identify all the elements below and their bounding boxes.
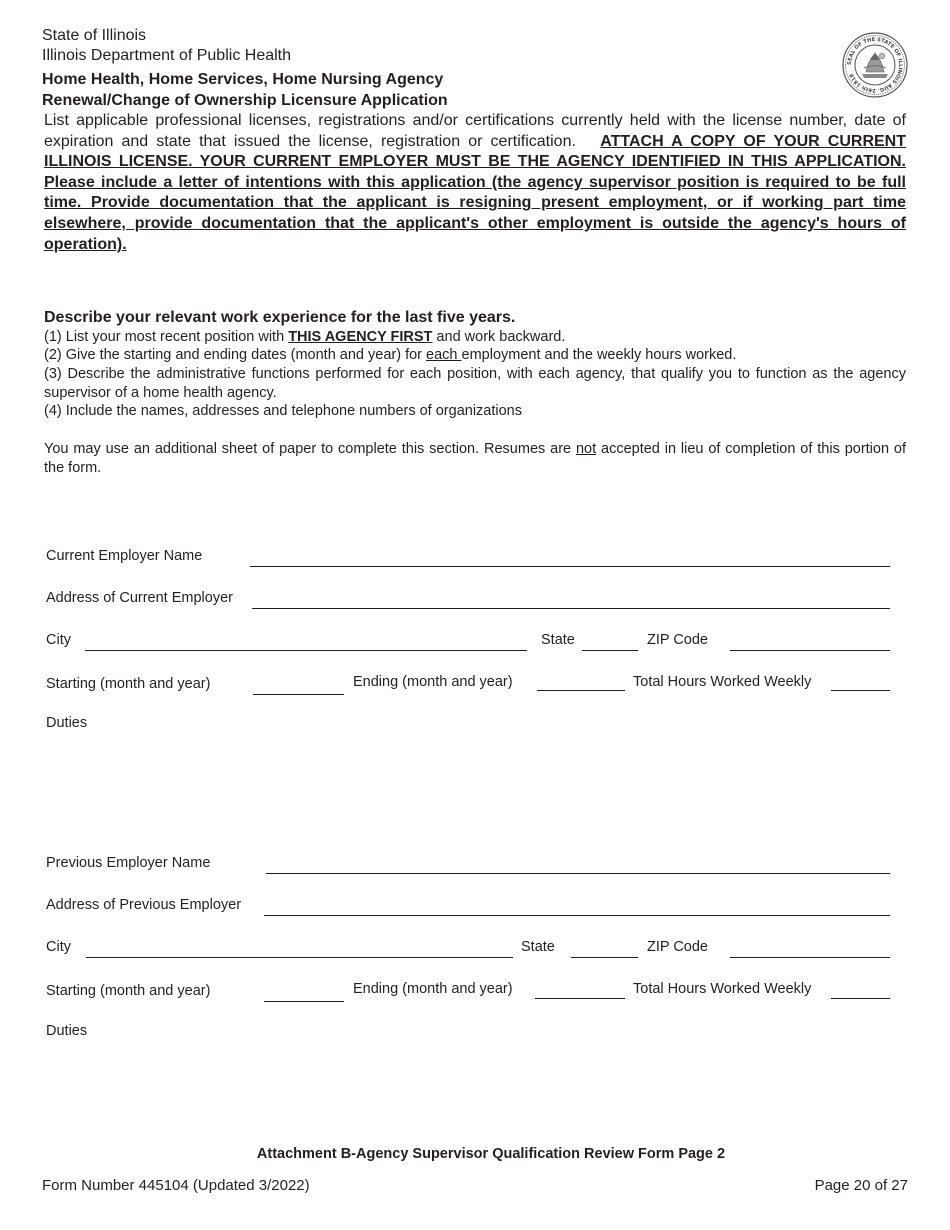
current-end-field[interactable]	[537, 690, 625, 691]
current-zip-label: ZIP Code	[647, 632, 708, 648]
previous-employer-address-label: Address of Previous Employer	[46, 897, 242, 913]
previous-state-label: State	[521, 939, 555, 955]
form-title-line1: Home Health, Home Services, Home Nursing Agency	[42, 71, 444, 88]
current-employer-address-label: Address of Current Employer	[46, 590, 233, 606]
current-state-field[interactable]	[582, 650, 638, 651]
previous-hours-field[interactable]	[831, 998, 890, 999]
note-text: You may use an additional sheet of paper to complete this section. Resumes are	[44, 441, 576, 457]
form-number: Form Number 445104 (Updated 3/2022)	[42, 1177, 310, 1194]
current-duties-label: Duties	[46, 715, 88, 731]
previous-employer-name-label: Previous Employer Name	[46, 855, 211, 871]
licenses-intro: List applicable professional licenses, registrations and/or certifications currently held with the license number, date of expiration and state that issued the license, registration or certification.	[44, 112, 906, 150]
current-employer-address-field[interactable]	[252, 608, 890, 609]
experience-item-1	[44, 328, 906, 347]
licenses-instructions	[44, 111, 906, 255]
current-hours-field[interactable]	[831, 690, 890, 691]
experience-heading: Describe your relevant work experience for the last five years.	[44, 309, 516, 326]
state-name: State of Illinois	[42, 27, 147, 44]
previous-start-label: Starting (month and year)	[46, 983, 211, 999]
item1-text-end: and work backward.	[432, 329, 566, 345]
previous-city-label: City	[46, 939, 71, 955]
current-start-label: Starting (month and year)	[46, 676, 211, 692]
seal-text: SEAL OF THE STATE OF ILLINOIS AUG. 26th 1818	[846, 36, 904, 94]
experience-item-2	[44, 346, 906, 365]
licenses-attach-notice: ATTACH A COPY OF YOUR CURRENT ILLINOIS LICENSE. YOUR CURRENT EMPLOYER MUST BE THE AGENCY IDENTIFIED IN THIS APPLICATION. Please include a letter of intentions with this application (the agency supervisor position is required to be full time. Provide documentation that the applicant is resigning present employment, or if working part time elsewhere, provide documentation that the applicant's other employment is outside the agency's hours of operation).	[44, 132, 907, 253]
experience-item-3: (3) Describe the administrative functions performed for each position, with each agency, that qualify you to function as the agency supervisor of a home health agency.	[44, 366, 906, 401]
experience-note	[44, 440, 906, 477]
current-zip-field[interactable]	[730, 650, 890, 651]
previous-employer-address-field[interactable]	[264, 915, 890, 916]
current-state-label: State	[541, 632, 575, 648]
previous-zip-label: ZIP Code	[647, 939, 708, 955]
current-city-field[interactable]	[85, 650, 527, 651]
current-employer-name-field[interactable]	[250, 566, 890, 567]
page-number: Page 20 of 27	[814, 1177, 908, 1194]
previous-end-label: Ending (month and year)	[353, 981, 513, 997]
form-title-line2: Renewal/Change of Ownership Licensure Application	[42, 92, 448, 109]
item2-emphasis: each	[426, 347, 462, 363]
previous-city-field[interactable]	[86, 957, 513, 958]
previous-zip-field[interactable]	[730, 957, 890, 958]
item2-text: (2) Give the starting and ending dates (month and year) for	[44, 347, 427, 363]
item1-emphasis: THIS AGENCY FIRST	[288, 329, 433, 345]
state-seal-icon	[842, 32, 908, 98]
item1-text: (1) List your most recent position with	[44, 329, 289, 345]
current-start-field[interactable]	[253, 694, 344, 695]
current-employer-name-label: Current Employer Name	[46, 548, 203, 564]
previous-duties-label: Duties	[46, 1023, 88, 1039]
note-text-end: accepted in lieu of completion of this portion of the form.	[44, 441, 906, 476]
experience-item-4: (4) Include the names, addresses and telephone numbers of organizations	[44, 403, 522, 419]
department-name: Illinois Department of Public Health	[42, 47, 292, 64]
current-city-label: City	[46, 632, 71, 648]
current-end-label: Ending (month and year)	[353, 674, 513, 690]
note-emphasis: not	[575, 441, 597, 457]
previous-state-field[interactable]	[571, 957, 638, 958]
previous-start-field[interactable]	[264, 1001, 344, 1002]
previous-hours-label: Total Hours Worked Weekly	[633, 981, 812, 997]
previous-end-field[interactable]	[535, 998, 625, 999]
attachment-footer: Attachment B-Agency Supervisor Qualification Review Form Page 2	[256, 1146, 726, 1162]
previous-employer-name-field[interactable]	[266, 873, 890, 874]
current-hours-label: Total Hours Worked Weekly	[633, 674, 812, 690]
item2-text-end: employment and the weekly hours worked.	[461, 347, 737, 363]
